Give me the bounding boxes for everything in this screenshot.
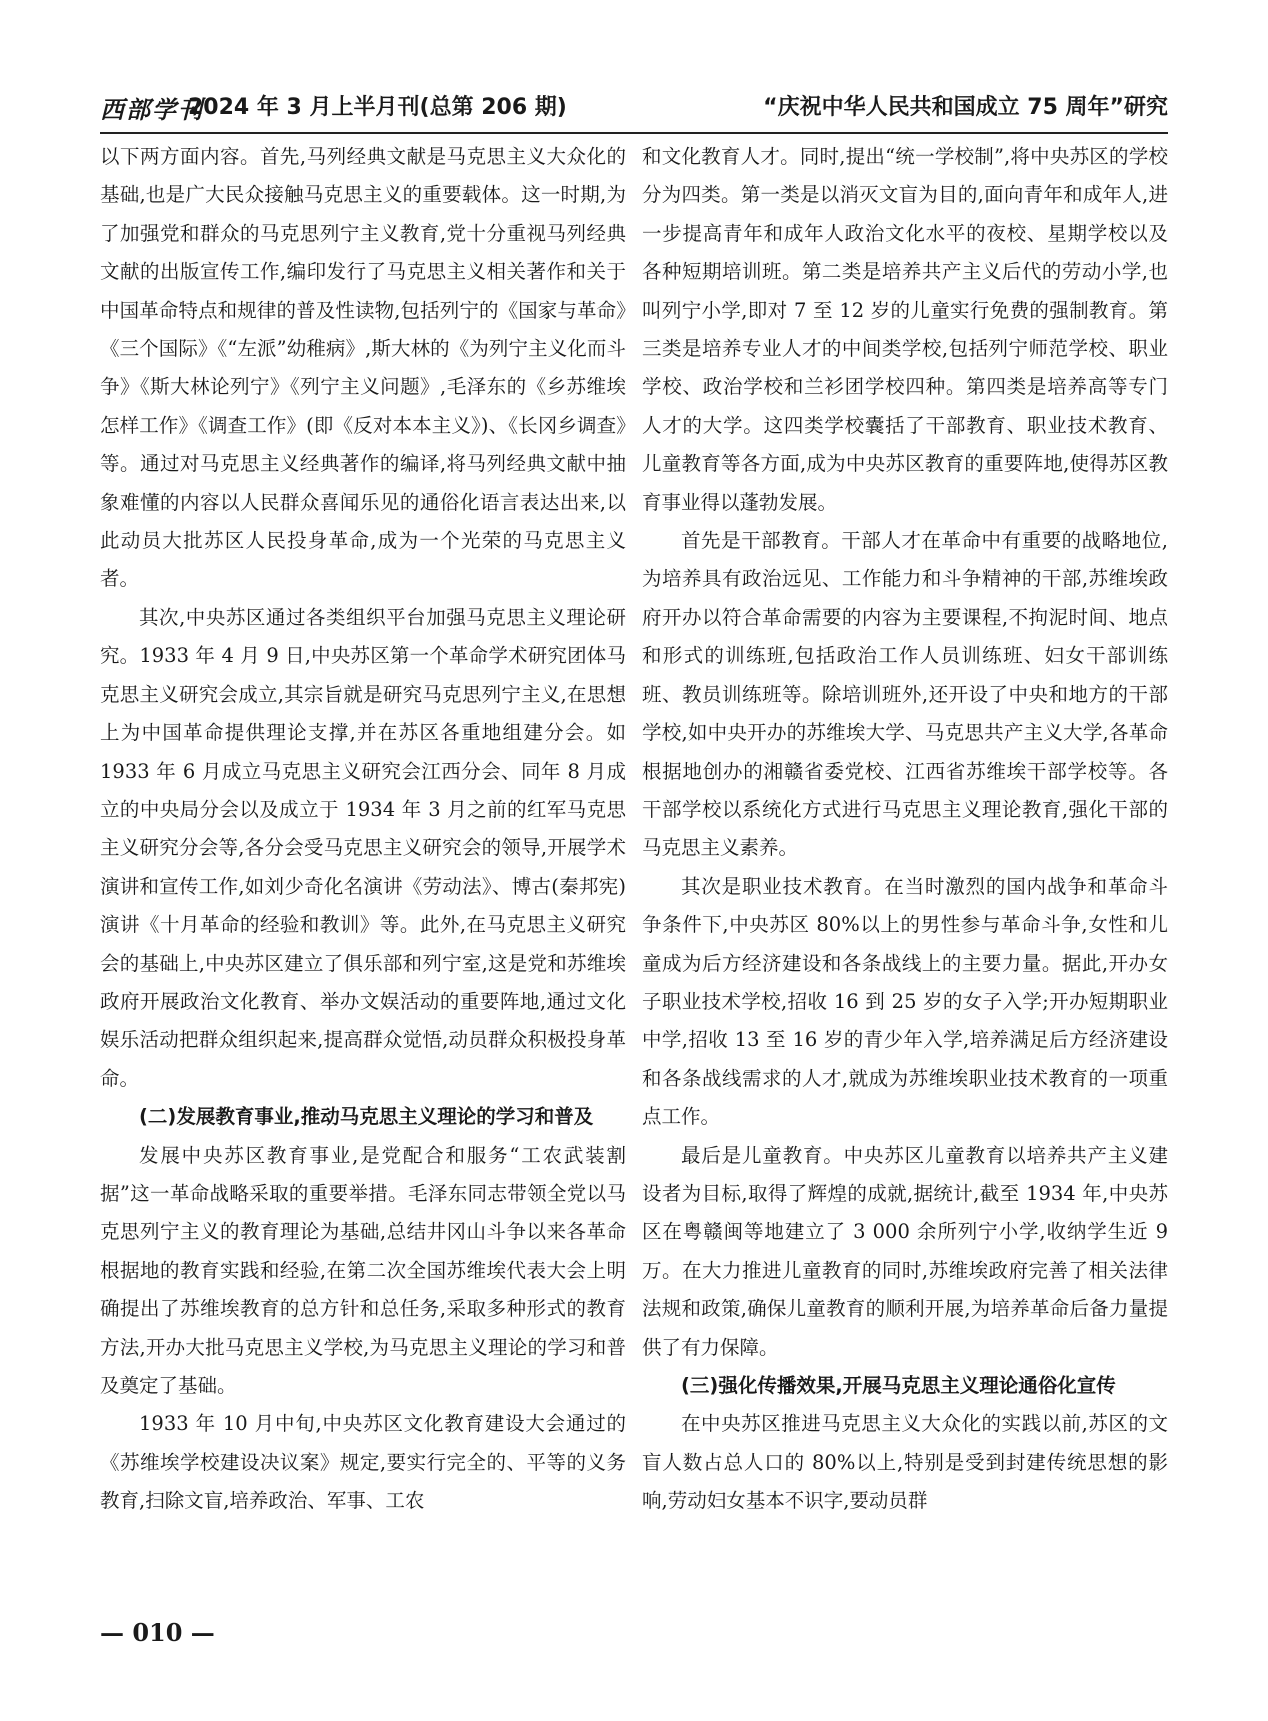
page-number: — 010 — [100,1618,215,1647]
page-header [100,80,1168,134]
section-heading: (三)强化传播效果,开展马克思主义理论通俗化宣传 [681,1374,1116,1397]
paragraph: 1933 年 10 月中旬,中央苏区文化教育建设大会通过的《苏维埃学校建设决议案》规定,要实行完全的、平等的义务教育,扫除文盲,培养政治、军事、工农 [100,1412,626,1513]
paragraph: 最后是儿童教育。中央苏区儿童教育以培养共产主义建设者为目标,取得了辉煌的成就,据统计,截至 1934 年,中央苏区在粤赣闽等地建立了 3 000 余所列宁小学,收纳学生近 9 万。在大力推进儿童教育的同时,苏维埃政府完善了相关法律法规和政策,确保儿童教育的顺利开展,为培养革命后备力量提供了有力保障。 [642,1143,1168,1359]
paragraph: 发展中央苏区教育事业,是党配合和服务“工农武装割据”这一革命战略采取的重要举措。毛泽东同志带领全党以马克思列宁主义的教育理论为基础,总结井冈山斗争以来各革命根据地的教育实践和经验,在第二次全国苏维埃代表大会上明确提出了苏维埃教育的总方针和总任务,采取多种形式的教育方法,开办大批马克思主义学校,为马克思主义理论的学习和普及奠定了基础。 [100,1143,626,1397]
section-heading: (二)发展教育事业,推动马克思主义理论的学习和普及 [139,1105,594,1129]
paragraph: 和文化教育人才。同时,提出“统一学校制”,将中央苏区的学校分为四类。第一类是以消灭文盲为目的,面向青年和成年人,进一步提高青年和成年人政治文化水平的夜校、星期学校以及各种短期培训班。第二类是培养共产主义后代的劳动小学,也叫列宁小学,即对 7 至 12 岁的儿童实行免费的强制教育。第三类是培养专业人才的中间类学校,包括列宁师范学校、职业学校、政治学校和兰衫团学校四种。第四类是培养高等专门人才的大学。这四类学校囊括了干部教育、职业技术教育、儿童教育等各方面,成为中央苏区教育的重要阵地,使得苏区教育事业得以蓬勃发展。 [642,145,1168,514]
paragraph: 其次是职业技术教育。在当时激烈的国内战争和革命斗争条件下,中央苏区 80%以上的男性参与革命斗争,女性和儿童成为后方经济建设和各条战线上的主要力量。据此,开办女子职业技术学校,招收 16 到 25 岁的女子入学;开办短期职业中学,招收 13 至 16 岁的青少年入学,培养满足后方经济建设和各条战线需求的人才,就成为苏维埃职业技术教育的一项重点工作。 [642,874,1168,1129]
issue-info: 2024 年 3 月上半月刊(总第 206 期) [188,95,567,120]
right-column [642,138,1168,1521]
paragraph: 在中央苏区推进马克思主义大众化的实践以前,苏区的文盲人数占总人口的 80%以上,特别是受到封建传统思想的影响,劳动妇女基本不识字,要动员群 [642,1412,1168,1513]
section-title: “庆祝中华人民共和国成立 75 周年”研究 [763,95,1168,120]
paragraph: 首先是干部教育。干部人才在革命中有重要的战略地位,为培养具有政治远见、工作能力和斗争精神的干部,苏维埃政府开办以符合革命需要的内容为主要课程,不拘泥时间、地点和形式的训练班,包括政治工作人员训练班、妇女干部训练班、教员训练班等。除培训班外,还开设了中央和地方的干部学校,如中央开办的苏维埃大学、马克思共产主义大学,各革命根据地创办的湘赣省委党校、江西省苏维埃干部学校等。各干部学校以系统化方式进行马克思主义理论教育,强化干部的马克思主义素养。 [642,529,1168,860]
paragraph: 其次,中央苏区通过各类组织平台加强马克思主义理论研究。1933 年 4 月 9 日,中央苏区第一个革命学术研究团体马克思主义研究会成立,其宗旨就是研究马克思列宁主义,在思想上为中国革命提供理论支撑,并在苏区各重地组建分会。如 1933 年 6 月成立马克思主义研究会江西分会、同年 8 月成立的中央局分会以及成立于 1934 年 3 月之前的红军马克思主义研究分会等,各分会受马克思主义研究会的领导,开展学术演讲和宣传工作,如刘少奇化名演讲《劳动法》、博古(秦邦宪)演讲《十月革命的经验和教训》等。此外,在马克思主义研究会的基础上,中央苏区建立了俱乐部和列宁室,这是党和苏维埃政府开展政治文化教育、举办文娱活动的重要阵地,通过文化娱乐活动把群众组织起来,提高群众觉悟,动员群众积极投身革命。 [100,605,626,1090]
paragraph: 以下两方面内容。首先,马列经典文献是马克思主义大众化的基础,也是广大民众接触马克思主义的重要载体。这一时期,为了加强党和群众的马克思列宁主义教育,党十分重视马列经典文献的出版宣传工作,编印发行了马克思主义相关著作和关于中国革命特点和规律的普及性读物,包括列宁的《国家与革命》《三个国际》《“左派”幼稚病》,斯大林的《为列宁主义化而斗争》《斯大林论列宁》《列宁主义问题》,毛泽东的《乡苏维埃怎样工作》《调查工作》(即《反对本本主义》)、《长冈乡调查》等。通过对马克思主义经典著作的编译,将马列经典文献中抽象难懂的内容以人民群众喜闻乐见的通俗化语言表达出来,以此动员大批苏区人民投身革命,成为一个光荣的马克思主义者。 [100,145,626,591]
left-column [100,138,626,1521]
journal-logo: 西部学刊 [100,95,204,124]
